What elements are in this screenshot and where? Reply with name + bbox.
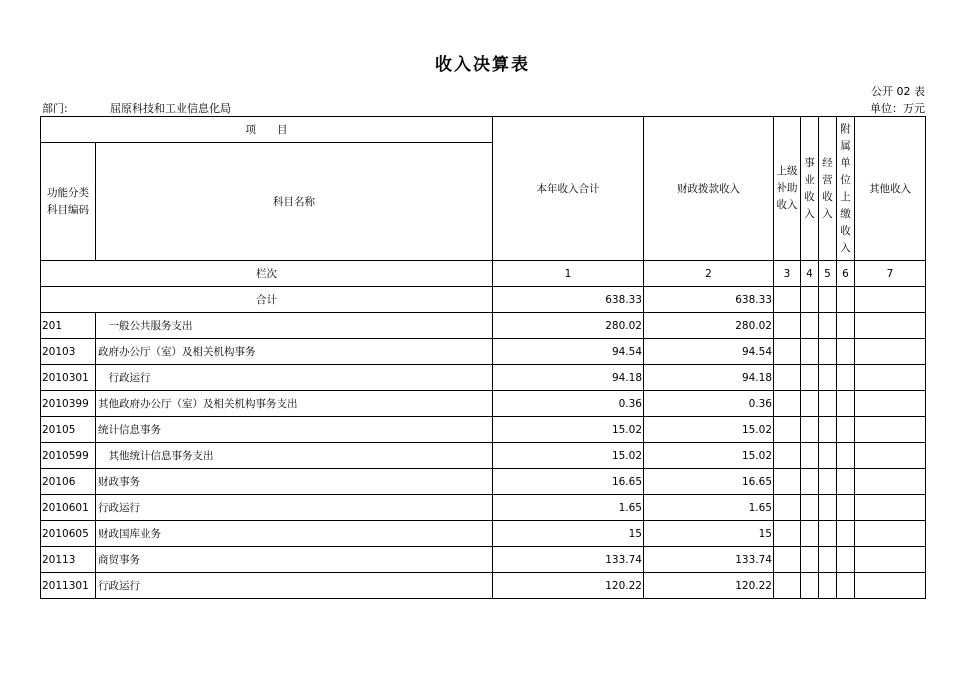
table-row	[41, 417, 926, 443]
empty-cell	[837, 547, 855, 573]
empty-cell	[837, 339, 855, 365]
empty-cell	[774, 443, 801, 469]
empty-cell	[801, 391, 819, 417]
row-code: 2011301	[41, 573, 96, 599]
row-code: 20105	[41, 417, 96, 443]
empty-cell	[801, 417, 819, 443]
row-subject-name: 行政运行	[96, 365, 493, 391]
row-total-income: 1.65	[493, 495, 644, 521]
row-total-income: 94.54	[493, 339, 644, 365]
empty-cell	[819, 391, 837, 417]
empty-cell	[855, 365, 926, 391]
total-row	[41, 287, 926, 313]
header-func-code: 功能分类 科目编码	[41, 143, 96, 261]
row-fiscal-income: 15.02	[644, 417, 774, 443]
row-code: 201	[41, 313, 96, 339]
column-3: 3	[774, 261, 801, 287]
empty-cell	[774, 313, 801, 339]
empty-cell	[837, 313, 855, 339]
row-subject-name: 财政事务	[96, 469, 493, 495]
empty-cell	[819, 443, 837, 469]
empty-cell	[837, 391, 855, 417]
table-row	[41, 573, 926, 599]
empty-cell	[819, 547, 837, 573]
column-label: 栏次	[41, 261, 493, 287]
row-code: 2010599	[41, 443, 96, 469]
table-row	[41, 313, 926, 339]
empty-cell	[855, 313, 926, 339]
row-total-income: 15.02	[493, 417, 644, 443]
empty-cell	[774, 469, 801, 495]
header-project: 项 目	[41, 117, 493, 143]
empty-cell	[774, 547, 801, 573]
row-fiscal-income: 15.02	[644, 443, 774, 469]
row-code: 2010399	[41, 391, 96, 417]
empty-cell	[801, 547, 819, 573]
empty-cell	[855, 547, 926, 573]
column-number-row	[41, 261, 926, 287]
column-2: 2	[644, 261, 774, 287]
empty-cell	[837, 365, 855, 391]
empty-cell	[855, 339, 926, 365]
row-code: 20113	[41, 547, 96, 573]
row-total-income: 15.02	[493, 443, 644, 469]
table-row	[41, 339, 926, 365]
row-subject-name: 政府办公厅（室）及相关机构事务	[96, 339, 493, 365]
empty-cell	[837, 573, 855, 599]
empty-cell	[774, 495, 801, 521]
row-total-income: 15	[493, 521, 644, 547]
row-fiscal-income: 94.54	[644, 339, 774, 365]
table-row	[41, 365, 926, 391]
table-row	[41, 469, 926, 495]
row-fiscal-income: 280.02	[644, 313, 774, 339]
column-4: 4	[801, 261, 819, 287]
row-subject-name: 商贸事务	[96, 547, 493, 573]
row-code: 2010605	[41, 521, 96, 547]
header-operating-income: 经 营 收 入	[819, 117, 837, 261]
table-row	[41, 495, 926, 521]
empty-cell	[855, 521, 926, 547]
header-total-income: 本年收入合计	[493, 117, 644, 261]
empty-cell	[837, 443, 855, 469]
total-fiscal-value: 638.33	[644, 287, 774, 313]
table-row	[41, 521, 926, 547]
row-fiscal-income: 94.18	[644, 365, 774, 391]
department-label: 部门:	[42, 102, 68, 115]
empty-cell	[774, 417, 801, 443]
empty-cell	[801, 469, 819, 495]
header-affiliated-income: 附 属 单 位 上 缴 收 入	[837, 117, 855, 261]
table-row	[41, 391, 926, 417]
empty-cell	[855, 495, 926, 521]
empty-cell	[855, 391, 926, 417]
unit-label: 单位：万元	[870, 102, 925, 115]
column-7: 7	[855, 261, 926, 287]
empty-cell	[819, 417, 837, 443]
empty-cell	[819, 521, 837, 547]
empty-cell	[774, 521, 801, 547]
total-income-value: 638.33	[493, 287, 644, 313]
row-fiscal-income: 133.74	[644, 547, 774, 573]
column-5: 5	[819, 261, 837, 287]
empty-cell	[774, 365, 801, 391]
empty-cell	[801, 365, 819, 391]
row-code: 2010301	[41, 365, 96, 391]
header-subject-name: 科目名称	[96, 143, 493, 261]
empty-cell	[819, 495, 837, 521]
empty-cell	[774, 573, 801, 599]
empty-cell	[855, 573, 926, 599]
column-6: 6	[837, 261, 855, 287]
row-total-income: 94.18	[493, 365, 644, 391]
empty-cell	[855, 417, 926, 443]
row-code: 20106	[41, 469, 96, 495]
header-business-income: 事 业 收 入	[801, 117, 819, 261]
empty-cell	[801, 339, 819, 365]
empty-cell	[855, 443, 926, 469]
row-subject-name: 财政国库业务	[96, 521, 493, 547]
empty-cell	[801, 521, 819, 547]
row-total-income: 280.02	[493, 313, 644, 339]
empty-cell	[801, 443, 819, 469]
row-fiscal-income: 16.65	[644, 469, 774, 495]
row-total-income: 0.36	[493, 391, 644, 417]
row-fiscal-income: 1.65	[644, 495, 774, 521]
row-subject-name: 其他统计信息事务支出	[96, 443, 493, 469]
form-number: 公开 02 表	[871, 85, 925, 98]
empty-cell	[837, 469, 855, 495]
header-other-income: 其他收入	[855, 117, 926, 261]
table-row	[41, 443, 926, 469]
column-1: 1	[493, 261, 644, 287]
empty-cell	[855, 469, 926, 495]
empty-cell	[819, 365, 837, 391]
row-total-income: 120.22	[493, 573, 644, 599]
empty-cell	[774, 391, 801, 417]
row-total-income: 16.65	[493, 469, 644, 495]
header-fiscal-income: 财政拨款收入	[644, 117, 774, 261]
empty-cell	[801, 573, 819, 599]
row-code: 2010601	[41, 495, 96, 521]
table-row	[41, 547, 926, 573]
empty-cell	[801, 313, 819, 339]
row-subject-name: 行政运行	[96, 573, 493, 599]
row-fiscal-income: 120.22	[644, 573, 774, 599]
empty-cell	[801, 495, 819, 521]
empty-cell	[837, 495, 855, 521]
income-table	[40, 116, 926, 599]
empty-cell	[837, 417, 855, 443]
empty-cell	[819, 339, 837, 365]
empty-cell	[819, 469, 837, 495]
total-label: 合计	[41, 287, 493, 313]
row-fiscal-income: 0.36	[644, 391, 774, 417]
row-subject-name: 其他政府办公厅（室）及相关机构事务支出	[96, 391, 493, 417]
empty-cell	[819, 313, 837, 339]
row-subject-name: 一般公共服务支出	[96, 313, 493, 339]
page-title: 收入决算表	[435, 55, 530, 75]
empty-cell	[774, 339, 801, 365]
row-subject-name: 统计信息事务	[96, 417, 493, 443]
empty-cell	[837, 521, 855, 547]
row-code: 20103	[41, 339, 96, 365]
row-subject-name: 行政运行	[96, 495, 493, 521]
header-upper-subsidy: 上级 补助 收入	[774, 117, 801, 261]
row-fiscal-income: 15	[644, 521, 774, 547]
empty-cell	[819, 573, 837, 599]
row-total-income: 133.74	[493, 547, 644, 573]
department-name: 屈原科技和工业信息化局	[110, 102, 231, 115]
